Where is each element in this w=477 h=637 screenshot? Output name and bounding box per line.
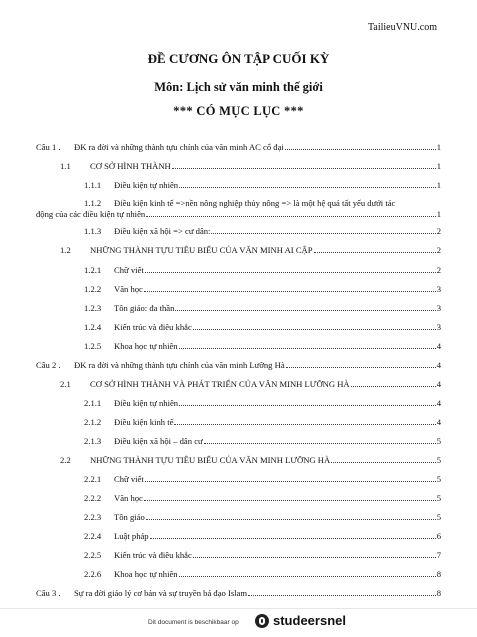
- toc-text: Chữ viết: [114, 265, 144, 275]
- document-tagline: *** CÓ MỤC LỤC ***: [173, 104, 304, 118]
- brand-name: studeersnel: [273, 613, 346, 628]
- toc-text: Điều kiện kinh tế =>nền nông nghiệp thủy nông => là một hệ quả tất yếu dưới tác: [114, 198, 396, 208]
- toc-number: Câu 2 .: [36, 360, 61, 370]
- toc-text: Chữ viết: [114, 474, 144, 484]
- toc-number: Câu 3 .: [36, 588, 61, 598]
- toc-page: 5: [436, 474, 441, 484]
- toc-page: 5: [436, 512, 441, 522]
- toc-text: Điều kiện tự nhiên: [114, 180, 179, 190]
- toc-text: Điều kiện kinh tế: [114, 417, 174, 427]
- toc-text: Tôn giáo: đa thần: [114, 303, 175, 313]
- toc-number: 1.2.1: [84, 265, 102, 275]
- site-name: TailieuVNU.com: [367, 22, 437, 33]
- toc-number: 1.2.2: [84, 284, 102, 294]
- toc-page: 4: [436, 417, 441, 427]
- toc-text: Kiến trúc và điêu khắc: [114, 322, 192, 332]
- toc-number: 2.1.3: [84, 436, 102, 446]
- toc-number: 1.1: [60, 161, 71, 171]
- toc-text: CƠ SỞ HÌNH THÀNH VÀ PHÁT TRIỂN CỦA VĂN MINH LƯỠNG HÀ: [90, 379, 350, 389]
- toc-text: NHỮNG THÀNH TỰU TIÊU BIỂU CỦA VĂN MINH LƯỠNG HÀ: [90, 455, 331, 465]
- toc-page: 5: [436, 493, 441, 503]
- toc-page: 1: [436, 180, 441, 190]
- toc-text: Sự ra đời giáo lý cơ bản và sự truyền bá đạo Islam: [74, 588, 248, 598]
- toc-page: 3: [436, 303, 441, 313]
- toc-number: 1.2: [60, 245, 71, 255]
- toc-number: 1.2.4: [84, 322, 102, 332]
- toc-text: NHỮNG THÀNH TỰU TIÊU BIỂU CỦA VĂN MINH AI CẬP: [90, 245, 313, 255]
- footer-note: Dit document is beschikbaar op: [148, 619, 239, 626]
- toc-page: 2: [436, 265, 441, 275]
- toc-number: 2.1: [60, 379, 71, 389]
- document-subtitle: Môn: Lịch sử văn minh thế giới: [154, 80, 323, 94]
- toc-text: CƠ SỞ HÌNH THÀNH: [90, 161, 171, 171]
- toc-number: 2.1.2: [84, 417, 102, 427]
- toc-number: 2.2.1: [84, 474, 102, 484]
- document-title: ĐỀ CƯƠNG ÔN TẬP CUỐI KỲ: [147, 51, 330, 66]
- toc-text: Điều kiện xã hội => cư dân:: [114, 226, 211, 236]
- toc-page: 3: [436, 322, 441, 332]
- footer-bar: [0, 608, 477, 637]
- toc-text: Văn học: [114, 284, 143, 294]
- toc-text: Kiến trúc và điêu khắc: [114, 550, 192, 560]
- toc-page: 2: [436, 245, 441, 255]
- toc-number: 1.1.2: [84, 198, 102, 208]
- toc-page: 1: [436, 142, 441, 152]
- toc-number: 1.2.3: [84, 303, 102, 313]
- toc-page: 3: [436, 284, 441, 294]
- toc-number: 1.2.5: [84, 341, 102, 351]
- toc-page: 6: [436, 531, 441, 541]
- toc-page: 4: [436, 360, 441, 370]
- toc-text: Điều kiện tự nhiên: [114, 398, 179, 408]
- toc-text: Khoa học tự nhiên: [114, 341, 178, 351]
- toc-page: 1: [436, 209, 441, 219]
- toc-page: 4: [436, 341, 441, 351]
- toc-number: 2.1.1: [84, 398, 102, 408]
- toc-text: Tôn giáo: [114, 512, 145, 522]
- toc-page: 8: [436, 569, 441, 579]
- toc-text: Văn học: [114, 493, 143, 503]
- toc-number: 2.2.5: [84, 550, 102, 560]
- toc-text: động của các điều kiện tự nhiên: [36, 209, 146, 219]
- toc-page: 4: [436, 379, 441, 389]
- brand-link[interactable]: [255, 613, 346, 628]
- toc-text: Điều kiện xã hội – dân cư: [114, 436, 203, 446]
- toc-number: 2.2: [60, 455, 71, 465]
- toc-page: 8: [436, 588, 441, 598]
- toc-number: 1.1.1: [84, 180, 102, 190]
- toc-page: 1: [436, 161, 441, 171]
- toc-number: 2.2.2: [84, 493, 102, 503]
- studeersnel-logo-icon: [255, 614, 269, 628]
- toc-page: 2: [436, 226, 441, 236]
- toc-page: 4: [436, 398, 441, 408]
- toc-page: 5: [436, 455, 441, 465]
- toc-number: 2.2.4: [84, 531, 102, 541]
- toc-text: ĐK ra đời và những thành tựu chính của văn minh AC cổ đại: [74, 142, 284, 152]
- toc-text: Khoa học tự nhiên: [114, 569, 178, 579]
- toc-number: Câu 1 .: [36, 142, 61, 152]
- toc-text: ĐK ra đời và những thành tựu chính của văn minh Lưỡng Hà: [74, 360, 285, 370]
- toc-text: Luật pháp: [114, 531, 149, 541]
- toc-number: 1.1.3: [84, 226, 102, 236]
- toc-number: 2.2.6: [84, 569, 102, 579]
- toc-page: 7: [436, 550, 441, 560]
- toc-page: 5: [436, 436, 441, 446]
- toc-number: 2.2.3: [84, 512, 102, 522]
